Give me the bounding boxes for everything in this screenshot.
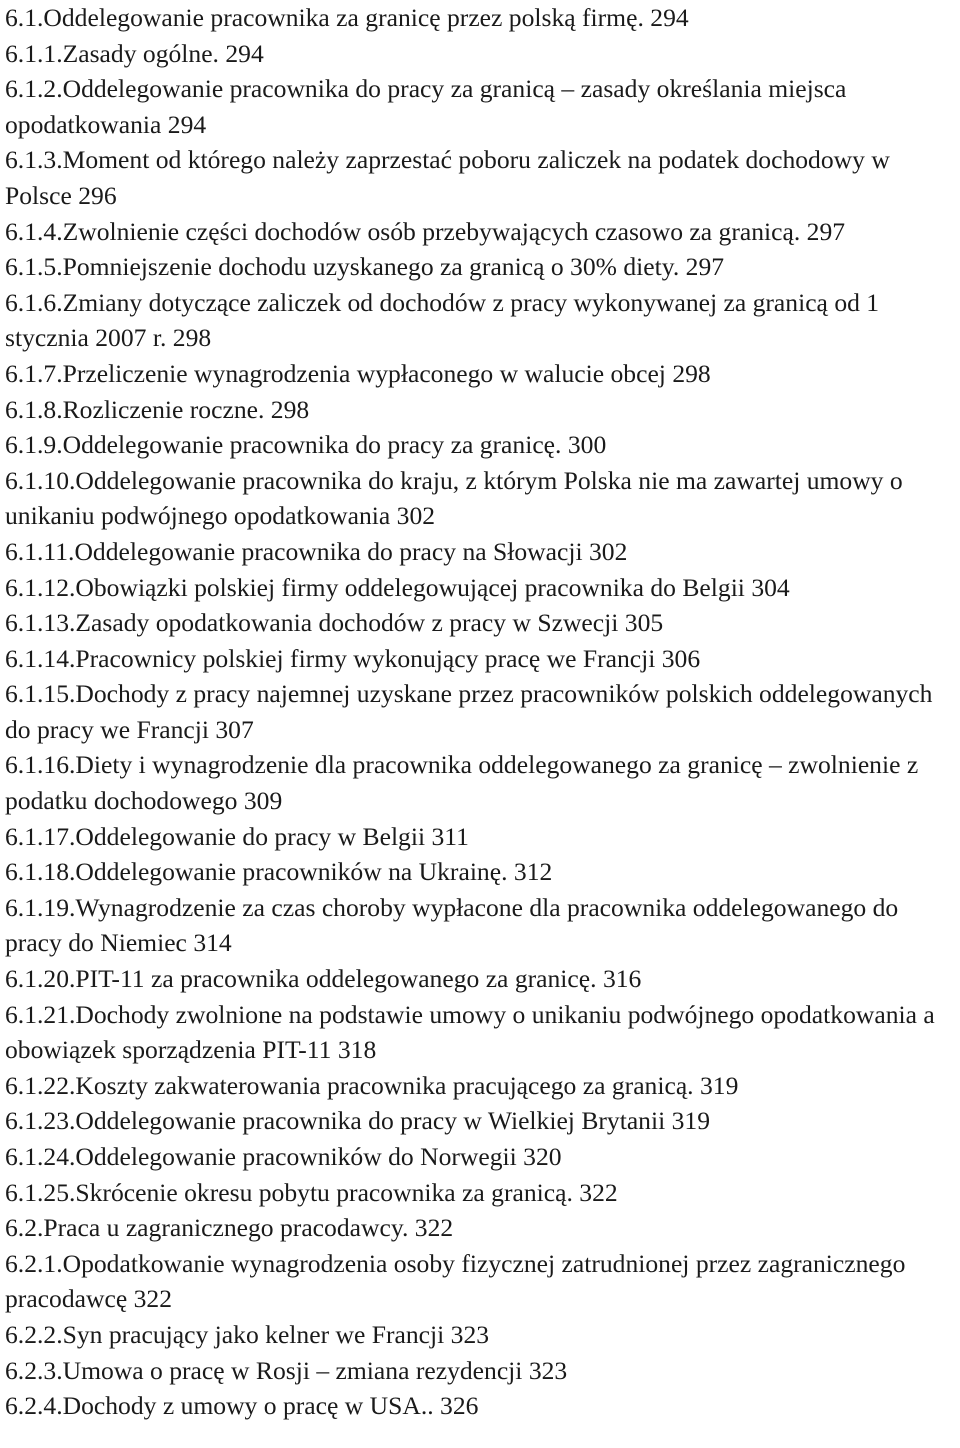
toc-entry-6-2-1[interactable] (5, 1246, 957, 1317)
toc-entry-6-1-4[interactable] (5, 214, 957, 250)
toc-entry-page: 312 (513, 857, 553, 887)
toc-entry-6-1-19[interactable] (5, 890, 957, 961)
toc-entry-6-1-11[interactable] (5, 534, 957, 570)
toc-entry-number: 6.1.11. (5, 536, 75, 566)
toc-entry-6-1[interactable] (5, 0, 957, 36)
toc-entry-page: 302 (396, 501, 436, 531)
toc-entry-number: 6.1.24. (5, 1142, 76, 1171)
toc-entry-title: Oddelegowanie pracownika do kraju, z którym Polska nie ma zawartej umowy o unikaniu podwójnego opodatkowania (5, 465, 903, 531)
toc-entry-6-1-13[interactable] (5, 605, 957, 641)
toc-entry-page: 294 (225, 38, 264, 68)
toc-entry-6-1-25[interactable] (5, 1175, 957, 1211)
toc-entry-number: 6.1.2. (5, 74, 63, 104)
toc-entry-title: Oddelegowanie pracownika do pracy w Wielkiej Brytanii (75, 1106, 666, 1136)
toc-entry-number: 6.1.19. (5, 892, 76, 922)
toc-entry-6-1-2[interactable] (5, 71, 957, 142)
toc-entry-number: 6.1. (5, 3, 44, 32)
toc-entry-6-1-18[interactable] (5, 854, 957, 890)
toc-entry-number: 6.1.23. (5, 1106, 76, 1136)
toc-entry-number: 6.1.22. (5, 1070, 76, 1100)
toc-entry-title: Syn pracujący jako kelner we Francji (62, 1319, 445, 1349)
toc-entry-page: 306 (661, 643, 701, 673)
toc-entry-6-1-21[interactable] (5, 997, 957, 1068)
toc-entry-title: Oddelegowanie pracownika do pracy na Słowacji (74, 536, 583, 566)
toc-entry-title: Koszty zakwaterowania pracownika pracującego za granicą. (75, 1070, 694, 1100)
toc-entry-number: 6.1.6. (5, 287, 63, 317)
toc-entry-title: Obowiązki polskiej firmy oddelegowującej pracownika do Belgii (75, 572, 745, 602)
toc-entry-number: 6.1.14. (5, 643, 76, 673)
toc-entry-title: Oddelegowanie pracowników do Norwegii (75, 1142, 517, 1171)
toc-entry-page: 326 (440, 1391, 479, 1421)
toc-entry-page: 318 (337, 1035, 377, 1065)
toc-entry-title: Skrócenie okresu pobytu pracownika za granicą. (75, 1177, 573, 1207)
toc-entry-title: Praca u zagranicznego pracodawcy. (43, 1213, 409, 1243)
toc-entry-number: 6.1.20. (5, 964, 76, 994)
toc-entry-number: 6.1.7. (5, 358, 63, 388)
toc-entry-page: 323 (528, 1355, 568, 1385)
toc-entry-page: 304 (751, 572, 790, 602)
toc-entry-number: 6.2.4. (5, 1391, 63, 1421)
toc-entry-number: 6.1.21. (5, 999, 76, 1029)
toc-entry-title: Zwolnienie części dochodów osób przebywających czasowo za granicą. (62, 216, 801, 246)
toc-entry-page: 297 (806, 216, 846, 246)
toc-entry-title: Wynagrodzenie za czas choroby wypłacone dla pracownika oddelegowanego do pracy do Niemiec (5, 892, 899, 958)
toc-entry-6-1-17[interactable] (5, 819, 957, 855)
toc-entry-page: 298 (172, 323, 212, 353)
toc-entry-number: 6.1.10. (5, 465, 76, 495)
toc-entry-page: 294 (650, 3, 689, 32)
toc-entry-6-2-3[interactable] (5, 1353, 957, 1389)
toc-entry-6-1-22[interactable] (5, 1068, 957, 1104)
toc-entry-page: 320 (523, 1142, 562, 1171)
toc-entry-6-1-1[interactable] (5, 36, 957, 72)
toc-entry-page: 305 (624, 608, 664, 638)
toc-entry-number: 6.1.3. (5, 145, 63, 175)
toc-entry-number: 6.1.13. (5, 608, 76, 638)
toc-entry-page: 296 (78, 180, 117, 210)
toc-entry-page: 314 (193, 928, 232, 958)
toc-entry-number: 6.1.17. (5, 821, 76, 851)
toc-entry-number: 6.1.18. (5, 857, 76, 887)
toc-entry-page: 316 (602, 964, 642, 994)
toc-entry-6-1-15[interactable] (5, 676, 957, 747)
toc-entry-title: Umowa o pracę w Rosji – zmiana rezydencji (62, 1355, 523, 1385)
toc-entry-title: Oddelegowanie pracownika do pracy za granicę. (62, 430, 562, 460)
toc-entry-page: 319 (699, 1070, 739, 1100)
toc-entry-page: 298 (672, 358, 711, 388)
toc-entry-number: 6.1.15. (5, 679, 76, 709)
toc-entry-6-1-3[interactable] (5, 142, 957, 213)
toc-entry-6-1-12[interactable] (5, 570, 957, 606)
toc-entry-number: 6.2.3. (5, 1355, 63, 1385)
toc-entry-6-1-23[interactable] (5, 1103, 957, 1139)
toc-entry-6-1-10[interactable] (5, 463, 957, 534)
toc-entry-page: 323 (450, 1319, 490, 1349)
toc-entry-title: Zmiany dotyczące zaliczek od dochodów z pracy wykonywanej za granicą od 1 stycznia 2007 r. (5, 287, 880, 353)
toc-entry-6-2-4[interactable] (5, 1388, 957, 1424)
toc-entry-6-1-9[interactable] (5, 427, 957, 463)
toc-entry-title: Zasady ogólne. (62, 38, 219, 68)
toc-entry-title: PIT-11 za pracownika oddelegowanego za granicę. (75, 964, 597, 994)
toc-entry-page: 302 (588, 536, 628, 566)
toc-entry-title: Rozliczenie roczne. (62, 394, 265, 424)
table-of-contents (5, 0, 957, 1424)
toc-entry-title: Opodatkowanie wynagrodzenia osoby fizycznej zatrudnionej przez zagranicznego pracodawcę (5, 1248, 906, 1314)
toc-entry-6-1-16[interactable] (5, 747, 957, 818)
toc-entry-6-2[interactable] (5, 1210, 957, 1246)
toc-entry-6-1-24[interactable] (5, 1139, 957, 1175)
toc-entry-6-1-14[interactable] (5, 641, 957, 677)
toc-entry-number: 6.1.12. (5, 572, 76, 602)
toc-entry-number: 6.1.16. (5, 750, 76, 780)
toc-entry-title: Dochody zwolnione na podstawie umowy o unikaniu podwójnego opodatkowania a obowiązek sporządzenia PIT-11 (5, 999, 935, 1065)
toc-entry-number: 6.1.1. (5, 38, 63, 68)
toc-entry-title: Oddelegowanie pracownika do pracy za granicą – zasady określania miejsca opodatkowania (5, 74, 847, 139)
toc-entry-page: 307 (215, 714, 254, 744)
toc-entry-title: Diety i wynagrodzenie dla pracownika oddelegowanego za granicę – zwolnienie z podatku dochodowego (5, 750, 919, 816)
toc-entry-title: Zasady opodatkowania dochodów z pracy w Szwecji (75, 608, 619, 638)
toc-entry-6-1-6[interactable] (5, 285, 957, 356)
toc-entry-page: 322 (133, 1284, 172, 1314)
toc-entry-6-1-5[interactable] (5, 249, 957, 285)
toc-entry-page: 294 (167, 109, 207, 139)
toc-entry-title: Dochody z umowy o pracę w USA.. (62, 1391, 434, 1421)
toc-entry-page: 319 (671, 1106, 710, 1136)
toc-entry-page: 322 (414, 1213, 454, 1243)
toc-entry-number: 6.1.5. (5, 252, 63, 282)
toc-entry-title: Oddelegowanie pracowników na Ukrainę. (75, 857, 508, 887)
toc-entry-6-1-20[interactable] (5, 961, 957, 997)
toc-entry-title: Oddelegowanie do pracy w Belgii (75, 821, 426, 851)
toc-entry-number: 6.1.8. (5, 394, 63, 424)
toc-entry-number: 6.2.2. (5, 1319, 63, 1349)
toc-entry-title: Przeliczenie wynagrodzenia wypłaconego w walucie obcej (62, 358, 666, 388)
toc-entry-title: Moment od którego należy zaprzestać poboru zaliczek na podatek dochodowy w Polsce (5, 145, 890, 210)
toc-entry-number: 6.2. (5, 1213, 44, 1243)
toc-entry-title: Oddelegowanie pracownika za granicę przez polską firmę. (43, 3, 644, 32)
toc-entry-6-2-2[interactable] (5, 1317, 957, 1353)
toc-entry-title: Pracownicy polskiej firmy wykonujący pracę we Francji (75, 643, 656, 673)
toc-entry-6-1-8[interactable] (5, 392, 957, 428)
toc-entry-number: 6.1.9. (5, 430, 63, 460)
toc-entry-page: 297 (685, 252, 725, 282)
toc-entry-page: 300 (567, 430, 607, 460)
toc-entry-page: 309 (243, 786, 283, 816)
toc-entry-page: 311 (431, 821, 469, 851)
toc-entry-title: Dochody z pracy najemnej uzyskane przez pracowników polskich oddelegowanych do pracy we Francji (5, 679, 933, 744)
toc-entry-page: 298 (270, 394, 310, 424)
toc-entry-number: 6.1.25. (5, 1177, 76, 1207)
toc-entry-page: 322 (579, 1177, 618, 1207)
toc-entry-number: 6.1.4. (5, 216, 63, 246)
toc-entry-6-1-7[interactable] (5, 356, 957, 392)
toc-entry-number: 6.2.1. (5, 1248, 63, 1278)
toc-entry-title: Pomniejszenie dochodu uzyskanego za granicą o 30% diety. (62, 252, 680, 282)
